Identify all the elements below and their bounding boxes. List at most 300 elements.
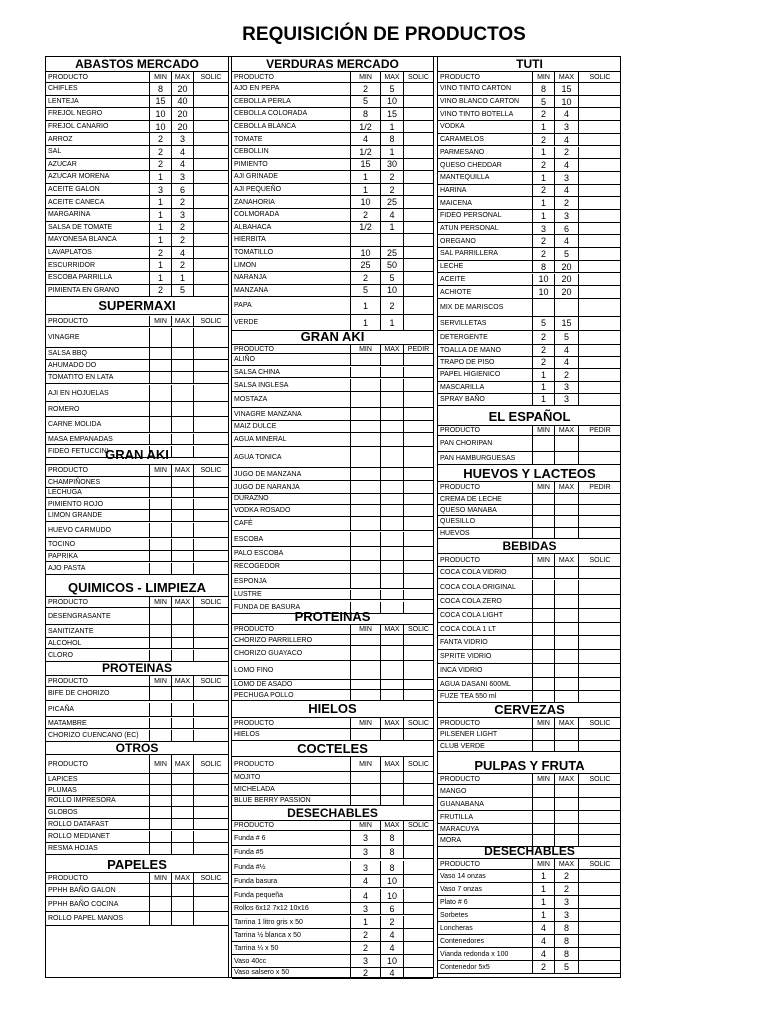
min-cell: 8 — [149, 83, 171, 95]
max-cell — [171, 402, 193, 416]
order-cell[interactable] — [403, 184, 433, 196]
max-cell: MAX — [554, 718, 578, 728]
order-cell[interactable] — [403, 942, 433, 954]
table-row — [438, 896, 621, 909]
max-cell — [554, 436, 578, 451]
order-cell[interactable] — [578, 650, 621, 663]
section-title: PROTEINAS — [46, 660, 228, 676]
table-row — [232, 379, 433, 392]
max-cell — [380, 447, 403, 467]
order-cell[interactable] — [578, 741, 621, 751]
order-cell[interactable] — [578, 185, 621, 197]
table-row — [46, 146, 228, 159]
order-cell[interactable] — [403, 447, 433, 467]
table-row — [438, 172, 621, 185]
min-cell: 2 — [350, 942, 380, 954]
product-cell: LIMON GRANDE — [48, 512, 103, 519]
order-cell[interactable] — [193, 247, 228, 259]
product-cell: PLUMAS — [48, 786, 77, 794]
table-row — [438, 394, 621, 406]
max-cell: MAX — [171, 316, 193, 326]
product-cell: LUSTRE — [234, 591, 262, 598]
order-cell[interactable] — [193, 328, 228, 347]
min-cell — [350, 796, 380, 805]
order-cell[interactable] — [193, 774, 228, 784]
order-cell[interactable] — [193, 897, 228, 911]
table-row — [46, 912, 228, 926]
order-cell[interactable] — [578, 274, 621, 286]
table-row — [438, 516, 621, 528]
min-cell — [149, 897, 171, 911]
order-cell[interactable] — [403, 796, 433, 805]
order-cell[interactable] — [578, 516, 621, 527]
max-cell: 5 — [554, 248, 578, 260]
min-cell: 3 — [350, 846, 380, 858]
order-cell[interactable] — [578, 935, 621, 947]
max-cell: 8 — [554, 922, 578, 934]
max-cell — [171, 434, 193, 444]
order-cell[interactable] — [403, 146, 433, 158]
order-cell: SOLIC — [403, 72, 433, 82]
order-cell[interactable] — [403, 916, 433, 928]
order-cell: SOLIC — [193, 465, 228, 476]
product-cell: COCA COLA VIDRIO — [440, 569, 507, 576]
order-cell[interactable] — [193, 563, 228, 574]
table-row — [232, 367, 433, 378]
order-cell[interactable] — [403, 929, 433, 941]
table-row — [232, 831, 433, 846]
order-cell[interactable] — [193, 360, 228, 371]
max-cell: 5 — [554, 331, 578, 344]
order-cell[interactable] — [403, 661, 433, 679]
order-cell[interactable] — [578, 96, 621, 108]
order-cell[interactable] — [578, 235, 621, 247]
order-cell[interactable] — [403, 861, 433, 874]
product-cell: FUZE TEA 550 ml — [440, 693, 497, 700]
table-row — [232, 532, 433, 547]
min-cell — [149, 730, 171, 741]
order-cell[interactable] — [193, 912, 228, 925]
order-cell[interactable] — [403, 772, 433, 783]
min-cell: 10 — [149, 108, 171, 120]
order-cell[interactable] — [403, 379, 433, 391]
product-cell: AJO PASTA — [48, 565, 86, 572]
order-cell[interactable] — [578, 147, 621, 159]
order-cell[interactable] — [403, 468, 433, 480]
order-cell[interactable] — [403, 272, 433, 284]
order-cell[interactable] — [578, 883, 621, 895]
min-cell — [149, 843, 171, 854]
order-cell[interactable] — [578, 636, 621, 649]
order-cell[interactable] — [193, 259, 228, 271]
order-cell[interactable] — [403, 590, 433, 599]
max-cell: 4 — [554, 357, 578, 368]
min-cell — [532, 516, 554, 527]
order-cell[interactable] — [403, 159, 433, 171]
product-cell: AJO EN PEPA — [234, 85, 280, 93]
max-cell: 3 — [171, 171, 193, 183]
order-cell[interactable] — [403, 354, 433, 365]
order-cell[interactable] — [578, 609, 621, 622]
order-cell[interactable] — [578, 345, 621, 356]
order-cell[interactable] — [193, 209, 228, 221]
product-cell: MANZANA — [234, 286, 269, 294]
max-cell — [171, 785, 193, 795]
order-cell[interactable] — [403, 505, 433, 516]
min-cell — [149, 499, 171, 509]
table-row — [232, 259, 433, 272]
max-cell — [171, 730, 193, 741]
order-cell[interactable] — [403, 367, 433, 377]
max-cell: 2 — [171, 259, 193, 271]
order-cell[interactable] — [578, 331, 621, 344]
product-cell: PRODUCTO — [48, 874, 88, 882]
table-row — [232, 646, 433, 661]
order-cell[interactable] — [578, 248, 621, 260]
min-cell: 1 — [532, 870, 554, 882]
order-cell[interactable] — [578, 108, 621, 120]
order-cell[interactable] — [403, 559, 433, 573]
order-cell[interactable] — [403, 392, 433, 407]
order-cell[interactable] — [193, 348, 228, 359]
product-cell: FREJOL NEGRO — [48, 110, 103, 118]
order-cell[interactable] — [578, 811, 621, 823]
min-cell — [149, 487, 171, 497]
order-cell[interactable] — [403, 96, 433, 108]
order-cell[interactable] — [193, 272, 228, 284]
product-cell: JUGO DE NARANJA — [234, 483, 300, 491]
order-cell[interactable] — [403, 955, 433, 967]
order-cell[interactable] — [403, 574, 433, 588]
product-cell: PECHUGA POLLO — [234, 691, 294, 699]
order-cell[interactable] — [403, 532, 433, 546]
order-cell[interactable] — [403, 108, 433, 120]
max-cell: MAX — [554, 482, 578, 493]
order-cell[interactable] — [403, 875, 433, 887]
table-row — [46, 348, 228, 360]
order-cell[interactable] — [193, 196, 228, 208]
order-cell[interactable] — [578, 159, 621, 171]
min-cell: 4 — [350, 875, 380, 887]
max-cell — [380, 772, 403, 783]
order-cell[interactable] — [578, 382, 621, 393]
max-cell — [554, 729, 578, 740]
order-cell[interactable] — [193, 831, 228, 842]
order-cell[interactable] — [193, 703, 228, 716]
max-cell: 3 — [554, 172, 578, 184]
min-cell — [149, 539, 171, 550]
order-cell[interactable] — [193, 372, 228, 383]
min-cell — [532, 678, 554, 690]
table-row — [46, 434, 228, 445]
min-cell: 1 — [532, 147, 554, 159]
order-cell[interactable] — [403, 729, 433, 740]
column-right — [437, 57, 621, 977]
order-cell[interactable] — [403, 784, 433, 795]
order-cell[interactable] — [578, 948, 621, 960]
order-cell[interactable] — [578, 623, 621, 635]
order-cell[interactable] — [403, 234, 433, 246]
product-cell: CHAMPIÑONES — [48, 478, 101, 486]
table-row — [46, 159, 228, 172]
order-cell[interactable] — [403, 222, 433, 234]
table-row — [232, 635, 433, 646]
product-cell: ACEITE CANECA — [48, 198, 105, 206]
order-cell[interactable] — [193, 477, 228, 487]
order-cell[interactable] — [578, 436, 621, 451]
max-cell — [171, 563, 193, 574]
product-cell: MAYONESA BLANCA — [48, 236, 117, 244]
max-cell: 1 — [171, 272, 193, 284]
product-cell: PAPEL HIGIENICO — [440, 371, 501, 379]
max-cell: MAX — [554, 859, 578, 869]
order-cell[interactable] — [578, 896, 621, 908]
order-cell[interactable] — [578, 505, 621, 515]
header-row — [438, 72, 621, 83]
min-cell: MIN — [149, 465, 171, 476]
order-cell[interactable] — [403, 121, 433, 133]
order-cell[interactable] — [403, 635, 433, 645]
order-cell[interactable] — [403, 831, 433, 845]
product-cell: MASA EMPANADAS — [48, 435, 113, 443]
order-cell[interactable] — [193, 687, 228, 700]
order-cell[interactable] — [578, 317, 621, 330]
min-cell — [350, 408, 380, 420]
order-cell[interactable] — [193, 234, 228, 246]
table-row — [232, 196, 433, 209]
order-cell[interactable] — [578, 922, 621, 934]
product-cell: JUGO DE MANZANA — [234, 470, 302, 478]
order-cell[interactable] — [578, 798, 621, 810]
product-cell: CLORO — [48, 652, 73, 659]
order-cell[interactable] — [578, 369, 621, 381]
order-cell[interactable] — [193, 638, 228, 648]
order-cell[interactable] — [193, 434, 228, 444]
order-cell[interactable] — [578, 580, 621, 594]
table-row — [232, 159, 433, 172]
order-cell[interactable] — [403, 285, 433, 297]
order-cell[interactable] — [193, 608, 228, 624]
order-cell[interactable] — [403, 680, 433, 689]
max-cell — [171, 843, 193, 854]
order-cell[interactable] — [403, 209, 433, 221]
order-cell[interactable] — [578, 870, 621, 882]
max-cell — [171, 385, 193, 401]
table-row — [232, 234, 433, 247]
order-cell[interactable] — [578, 172, 621, 184]
order-cell[interactable] — [403, 433, 433, 446]
max-cell: 2 — [554, 147, 578, 159]
max-cell — [380, 646, 403, 660]
order-cell[interactable] — [193, 785, 228, 795]
order-cell[interactable] — [193, 718, 228, 728]
order-cell[interactable] — [193, 121, 228, 133]
max-cell: MAX — [380, 72, 403, 82]
order-cell[interactable] — [193, 819, 228, 829]
order-cell[interactable] — [403, 646, 433, 660]
order-cell[interactable] — [193, 222, 228, 234]
order-cell[interactable] — [193, 146, 228, 158]
table-row — [232, 505, 433, 517]
order-cell[interactable] — [578, 961, 621, 973]
min-cell: 1/2 — [350, 121, 380, 133]
product-cell: FIDEO FETUCCINI — [48, 448, 109, 455]
order-cell[interactable] — [578, 909, 621, 921]
table-row — [232, 96, 433, 109]
max-cell — [171, 372, 193, 383]
order-cell[interactable] — [403, 846, 433, 858]
product-cell: LOMO DE ASADO — [234, 681, 293, 688]
table-row — [438, 824, 621, 835]
min-cell — [149, 687, 171, 700]
max-cell — [171, 687, 193, 700]
order-cell[interactable] — [578, 286, 621, 298]
max-cell — [171, 625, 193, 637]
order-cell[interactable] — [578, 824, 621, 834]
order-cell[interactable] — [193, 884, 228, 896]
order-cell[interactable] — [578, 134, 621, 146]
order-cell[interactable] — [578, 664, 621, 677]
order-cell[interactable] — [193, 108, 228, 120]
order-cell[interactable] — [578, 261, 621, 273]
table-row — [232, 83, 433, 96]
max-cell: 15 — [554, 317, 578, 330]
order-cell[interactable] — [193, 539, 228, 550]
order-cell[interactable] — [193, 385, 228, 401]
table-row — [46, 360, 228, 372]
table-row — [46, 718, 228, 729]
order-cell[interactable] — [193, 843, 228, 854]
order-cell[interactable] — [578, 528, 621, 538]
product-cell: MARGARINA — [48, 211, 91, 219]
order-cell[interactable] — [578, 678, 621, 690]
min-cell — [532, 452, 554, 464]
order-cell[interactable] — [403, 247, 433, 259]
section-title: PROTEINAS — [232, 608, 433, 625]
min-cell — [532, 299, 554, 316]
order-cell[interactable] — [193, 417, 228, 432]
order-cell[interactable] — [403, 83, 433, 95]
order-cell[interactable] — [193, 523, 228, 537]
order-cell[interactable] — [193, 730, 228, 741]
order-cell[interactable] — [193, 133, 228, 145]
order-cell[interactable] — [193, 171, 228, 183]
product-cell: MORA — [440, 837, 461, 844]
order-cell[interactable] — [403, 297, 433, 314]
order-cell[interactable] — [403, 517, 433, 530]
order-cell[interactable] — [403, 196, 433, 208]
order-cell[interactable] — [578, 299, 621, 316]
max-cell: MAX — [380, 625, 403, 634]
order-cell[interactable] — [578, 494, 621, 504]
min-cell — [149, 625, 171, 637]
order-cell[interactable] — [578, 394, 621, 405]
min-cell: 2 — [350, 929, 380, 941]
order-cell[interactable] — [578, 197, 621, 209]
max-cell — [554, 741, 578, 751]
order-cell[interactable] — [193, 285, 228, 297]
table-row — [438, 83, 621, 96]
section-title: EL ESPAÑOL — [438, 408, 621, 426]
product-cell: PPHH BAÑO GALON — [48, 886, 116, 894]
max-cell: 6 — [171, 184, 193, 196]
order-cell[interactable] — [578, 357, 621, 368]
order-cell[interactable] — [403, 421, 433, 432]
table-row — [232, 846, 433, 859]
max-cell — [171, 523, 193, 537]
max-cell — [380, 493, 403, 504]
order-cell[interactable] — [193, 807, 228, 818]
order-cell[interactable] — [193, 184, 228, 196]
order-cell[interactable] — [578, 83, 621, 95]
product-cell: PPHH BAÑO COCINA — [48, 900, 119, 908]
product-cell: OREGANO — [440, 237, 476, 245]
order-cell[interactable] — [193, 96, 228, 108]
order-cell[interactable] — [403, 259, 433, 271]
product-cell: QUESO MANABA — [440, 506, 497, 514]
table-row — [46, 234, 228, 247]
order-cell[interactable] — [578, 785, 621, 797]
order-cell[interactable] — [403, 133, 433, 145]
order-cell[interactable] — [578, 729, 621, 740]
product-cell: AGUA MINERAL — [234, 436, 287, 443]
order-cell[interactable] — [578, 121, 621, 133]
order-cell[interactable] — [578, 223, 621, 235]
order-cell[interactable] — [403, 493, 433, 504]
max-cell — [380, 505, 403, 516]
max-cell — [554, 452, 578, 464]
order-cell[interactable] — [403, 967, 433, 978]
order-cell[interactable] — [193, 402, 228, 416]
product-cell: ZANAHORIA — [234, 198, 275, 206]
order-cell[interactable] — [193, 625, 228, 637]
min-cell — [532, 580, 554, 594]
order-cell[interactable] — [193, 795, 228, 806]
order-cell[interactable] — [403, 481, 433, 493]
order-cell[interactable] — [403, 889, 433, 902]
order-cell[interactable] — [193, 83, 228, 95]
order-cell[interactable] — [193, 499, 228, 509]
min-cell — [532, 824, 554, 834]
product-cell: INCA VIDRIO — [440, 667, 483, 674]
order-cell[interactable] — [578, 210, 621, 222]
product-cell: Vaso 14 onzas — [440, 872, 486, 880]
section-title: CERVEZAS — [438, 701, 621, 718]
table-row — [232, 433, 433, 447]
order-cell[interactable] — [578, 452, 621, 464]
order-cell[interactable] — [578, 595, 621, 608]
order-cell[interactable] — [193, 551, 228, 561]
order-cell[interactable] — [193, 487, 228, 497]
min-cell — [350, 517, 380, 530]
product-cell: Sorbetes — [440, 911, 469, 919]
max-cell — [171, 795, 193, 806]
table-row — [46, 259, 228, 272]
min-cell — [532, 664, 554, 677]
product-cell: VINAGRE — [48, 334, 80, 341]
order-cell[interactable] — [403, 171, 433, 183]
table-row — [438, 961, 621, 974]
order-cell[interactable] — [193, 510, 228, 521]
product-cell: PRODUCTO — [440, 860, 480, 868]
order-cell[interactable] — [193, 159, 228, 171]
table-row — [232, 272, 433, 285]
order-cell[interactable] — [578, 567, 621, 578]
order-cell[interactable] — [403, 408, 433, 420]
product-cell: TOCINO — [48, 541, 76, 548]
order-cell[interactable] — [403, 903, 433, 914]
product-cell: AHUMADO DO — [48, 362, 97, 369]
